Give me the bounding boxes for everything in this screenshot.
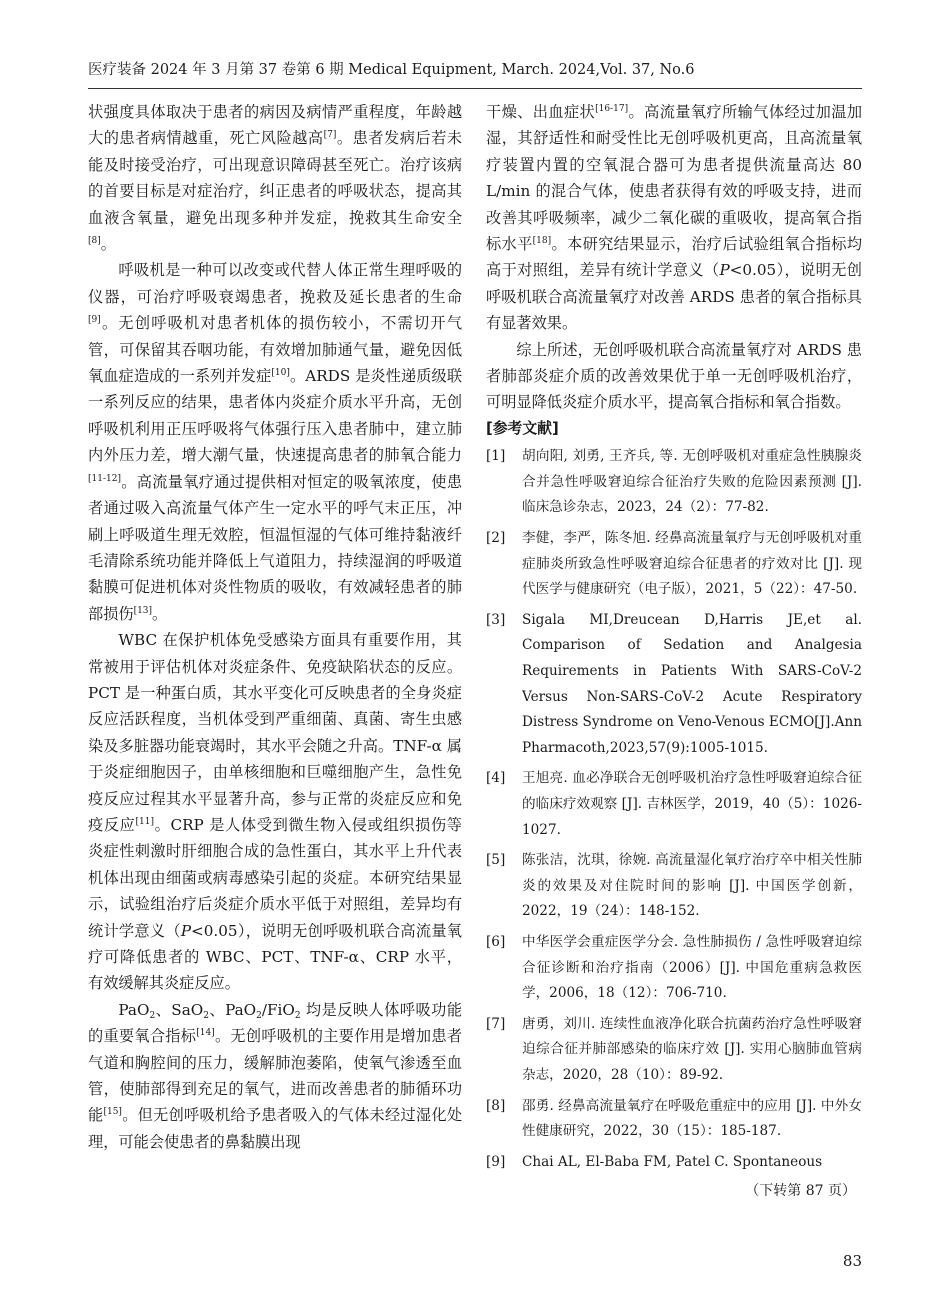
paragraph: PaO$_2$、SaO$_2$、PaO$_2$/FiO$_2$ 均是反映人体呼吸功能的重要氧合指标[14]。无创呼吸机的主要作用是增加患者气道和胸腔间的压力，缓解肺泡萎陷，使氧气渗透至血管，使肺部得到充足的氧气，进而改善患者的肺循环功能[15]。但无创呼吸机给予患者吸入的气体未经过湿化处理，可能会使患者的鼻黏膜出现 bbox=[88, 1000, 463, 1151]
reference-item: [2] 李健，李严，陈冬旭. 经鼻高流量氧疗与无创呼吸机对重症肺炎所致急性呼吸窘迫综合征患者的疗效对比 [J]. 现代医学与健康研究（电子版），2021，5（22）：47-50. bbox=[486, 530, 862, 598]
reference-item: [5] 陈张洁，沈琪，徐婉. 高流量湿化氧疗治疗卒中相关性肺炎的效果及对住院时间的影响 [J]. 中国医学创新，2022，19（24）：148-152. bbox=[486, 852, 862, 920]
citation: [15] bbox=[103, 1107, 122, 1118]
citation: [11] bbox=[135, 816, 154, 827]
citation: [18] bbox=[532, 236, 552, 247]
citation: [9] bbox=[88, 315, 101, 326]
paragraph: 状强度具体取决于患者的病因及病情严重程度，年龄越大的患者病情越重，死亡风险越高[7]。患者发病后若未能及时接受治疗，可出现意识障碍甚至死亡。治疗该病的首要目标是对症治疗，纠正患者的呼吸状态，提高其血液含氧量，避免出现多种并发症，挽救其生命安全[8]。 bbox=[88, 103, 463, 254]
reference-item: [9] Chai AL, El-Baba FM, Patel C. Spontaneous bbox=[486, 1153, 823, 1170]
citation: [14] bbox=[196, 1028, 215, 1039]
running-header: 医疗装备 2024 年 3 月第 37 卷第 6 期 Medical Equipment, March. 2024,Vol. 37, No.6 bbox=[88, 62, 695, 78]
citation: [11-12] bbox=[88, 473, 121, 484]
reference-item: [6] 中华医学会重症医学分会. 急性肺损伤 / 急性呼吸窘迫综合征诊断和治疗指南（2006）[J]. 中国危重病急救医学，2006，18（12）：706-710. bbox=[486, 933, 862, 1002]
citation: [16-17] bbox=[595, 104, 629, 114]
continued-note: （下转第 87 页） bbox=[745, 1183, 856, 1200]
left-column bbox=[88, 99, 462, 1155]
reference-item: [7] 唐勇，刘川. 连续性血液净化联合抗菌药治疗急性呼吸窘迫综合征并肺部感染的临床疗效 [J]. 实用心脑肺血管病杂志，2020，28（10）：89-92. bbox=[486, 1015, 862, 1083]
reference-item: [1] 胡向阳, 刘勇, 王齐兵, 等. 无创呼吸机对重症急性胰腺炎合并急性呼吸窘迫综合征治疗失败的危险因素预测 [J]. 临床急诊杂志，2023，24（2）：77-82. bbox=[486, 448, 862, 516]
reference-list bbox=[486, 444, 862, 1175]
conclusion-paragraph: 综上所述，无创呼吸机联合高流量氧疗对 ARDS 患者肺部炎症介质的改善效果优于单一无创呼吸机治疗，可明显降低炎症介质水平，提高氧合指标和氧合指数。 bbox=[486, 340, 862, 412]
reference-item: [4] 王旭亮. 血必净联合无创呼吸机治疗急性呼吸窘迫综合征的临床疗效观察 [J]. 吉林医学，2019，40（5）：1026-1027. bbox=[486, 770, 862, 838]
paragraph: 干燥、出血症状[16-17]。高流量氧疗所输气体经过加温加湿，其舒适性和耐受性比无创呼吸机更高，且高流量氧疗装置内置的空氧混合器可为患者提供流量高达 80 L/min 的混合气体，使患者获得有效的呼吸支持，进而改善其呼吸频率，减少二氧化碳的重吸收，提高氧合指标水平[18]。本研究结果显示，治疗后试验组氧合指标均高于对照组，差异有统计学意义（P<0.05），说明无创呼吸机联合高流量氧疗对改善 ARDS 患者的氧合指标具有显著效果。 bbox=[486, 103, 863, 333]
citation: [7] bbox=[323, 130, 337, 141]
paragraph: 呼吸机是一种可以改变或代替人体正常生理呼吸的仪器，可治疗呼吸衰竭患者，挽救及延长患者的生命[9]。无创呼吸机对患者机体的损伤较小，不需切开气管，可保留其吞咽功能，有效增加肺通气量，避免因低氧血症造成的一系列并发症[10]。ARDS 是炎性递质级联一系列反应的结果，患者体内炎症介质水平升高，无创呼吸机利用正压呼吸将气体强行压入患者肺中，建立肺内外压力差，增大潮气量，快速提高患者的肺氧合能力[11-12]。高流量氧疗通过提供相对恒定的吸氧浓度，使患者通过吸入高流量气体产生一定水平的呼气末正压，冲刷上呼吸道生理无效腔，恒温恒湿的气体可维持黏液纤毛清除系统功能并降低上气道阻力，持续湿润的呼吸道黏膜可促进机体对炎性物质的吸收，有效减轻患者的肺部损伤[13]。 bbox=[88, 261, 463, 623]
right-column bbox=[486, 99, 862, 1202]
references-heading: [参考文献] bbox=[486, 419, 559, 437]
reference-item: [3] Sigala MI,Dreucean D,Harris JE,et al. Comparison of Sedation and Analgesia Requirements in Patients With SARS-CoV-2 Versus Non-SARS-CoV-2 Acute Respiratory Distress Syndrome on Veno-Venous ECMO[J].Ann Pharmacoth,2023,57(9):1005-1015. bbox=[486, 611, 863, 756]
header-rule bbox=[88, 88, 862, 89]
reference-item: [8] 邵勇. 经鼻高流量氧疗在呼吸危重症中的应用 [J]. 中外女性健康研究，2022，30（15）：185-187. bbox=[486, 1097, 862, 1140]
paragraph: WBC 在保护机体免受感染方面具有重要作用，其常被用于评估机体对炎症条件、免疫缺陷状态的反应。PCT 是一种蛋白质，其水平变化可反映患者的全身炎症反应活跃程度，当机体受到严重细菌、真菌、寄生虫感染及多脏器功能衰竭时，其水平会随之升高。TNF-α 属于炎症细胞因子，由单核细胞和巨噬细胞产生，急性免疫反应过程其水平显著升高，参与正常的炎症反应和免疫反应[11]。CRP 是人体受到微生物入侵或组织损伤等炎症性刺激时肝细胞合成的急性蛋白，其水平上升代表机体出现由细菌或病毒感染引起的炎症。本研究结果显示，试验组治疗后炎症介质水平低于对照组，差异均有统计学意义（P<0.05），说明无创呼吸机联合高流量氧疗可降低患者的 WBC、PCT、TNF-α、CRP 水平，有效缓解其炎症反应。 bbox=[88, 631, 462, 993]
citation: [10] bbox=[271, 368, 290, 379]
citation: [8] bbox=[88, 236, 101, 247]
citation: [13] bbox=[133, 605, 153, 616]
page-number: 83 bbox=[842, 1252, 862, 1270]
